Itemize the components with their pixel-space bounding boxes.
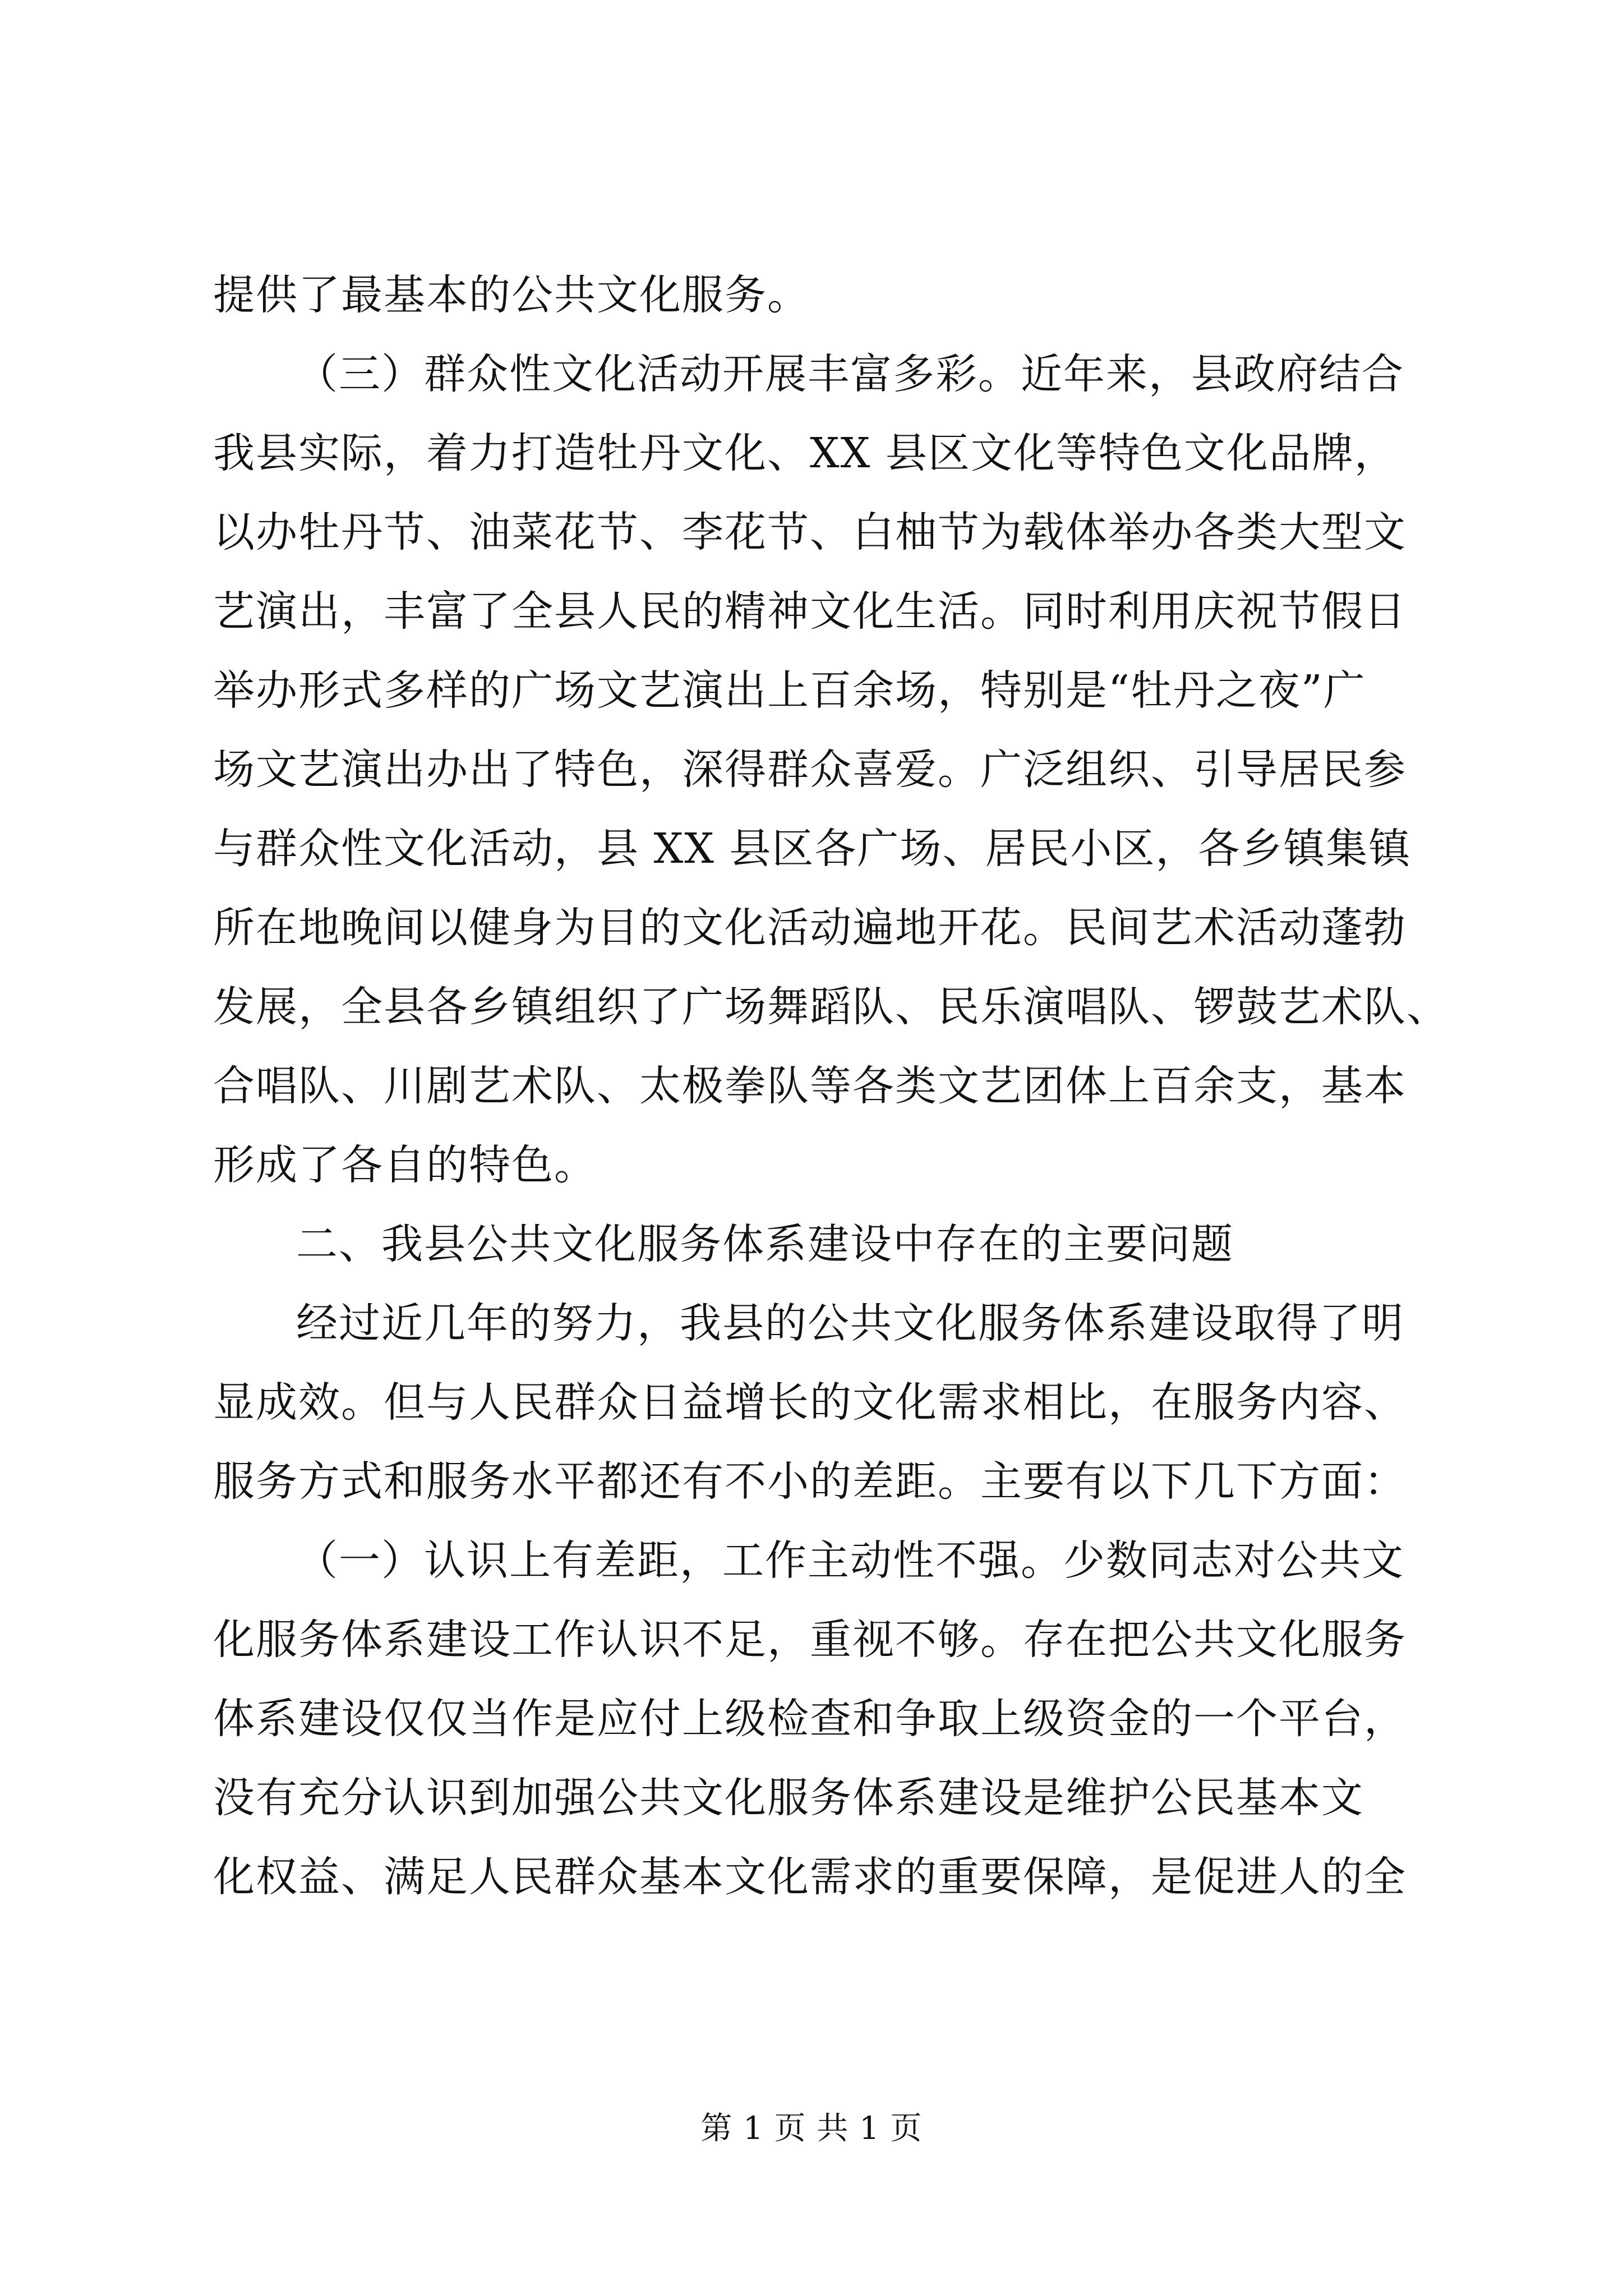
text-line: 场文艺演出办出了特色，深得群众喜爱。广泛组织、引导居民参	[213, 746, 1407, 794]
text-line: 服务方式和服务水平都还有不小的差距。主要有以下几下方面：	[213, 1457, 1407, 1506]
text-line: 显成效。但与人民群众日益增长的文化需求相比，在服务内容、	[213, 1378, 1407, 1427]
text-line: 发展，全县各乡镇组织了广场舞蹈队、民乐演唱队、锣鼓艺术队、	[213, 983, 1449, 1031]
section-heading: 二、我县公共文化服务体系建设中存在的主要问题	[296, 1220, 1234, 1268]
text-line: 体系建设仅仅当作是应付上级检查和争取上级资金的一个平台，	[213, 1695, 1407, 1743]
text-line: 经过近几年的努力，我县的公共文化服务体系建设取得了明	[296, 1299, 1404, 1347]
text-line: （一）认识上有差距，工作主动性不强。少数同志对公共文	[296, 1536, 1404, 1585]
text-line: 合唱队、川剧艺术队、太极拳队等各类文艺团体上百余支，基本	[213, 1062, 1407, 1110]
text-line: 化权益、满足人民群众基本文化需求的重要保障，是促进人的全	[213, 1853, 1407, 1901]
text-line: 与群众性文化活动，县 XX 县区各广场、居民小区，各乡镇集镇	[213, 825, 1412, 873]
text-line: 所在地晚间以健身为目的文化活动遍地开花。民间艺术活动蓬勃	[213, 904, 1407, 952]
text-line: 举办形式多样的广场文艺演出上百余场，特别是“牡丹之夜”广	[213, 666, 1366, 715]
text-line: 没有充分认识到加强公共文化服务体系建设是维护公民基本文	[213, 1774, 1364, 1822]
text-line: 艺演出，丰富了全县人民的精神文化生活。同时利用庆祝节假日	[213, 587, 1407, 636]
text-line: 我县实际，着力打造牡丹文化、XX 县区文化等特色文化品牌，	[213, 429, 1397, 477]
text-line: 化服务体系建设工作认识不足，重视不够。存在把公共文化服务	[213, 1616, 1407, 1664]
text-line: （三）群众性文化活动开展丰富多彩。近年来，县政府结合	[296, 350, 1404, 398]
page-footer: 第 1 页 共 1 页	[700, 2110, 923, 2147]
document-body	[213, 256, 1449, 1917]
text-line: 以办牡丹节、油菜花节、李花节、白柚节为载体举办各类大型文	[213, 508, 1407, 556]
text-line: 提供了最基本的公共文化服务。	[213, 271, 810, 319]
text-line: 形成了各自的特色。	[213, 1141, 597, 1189]
